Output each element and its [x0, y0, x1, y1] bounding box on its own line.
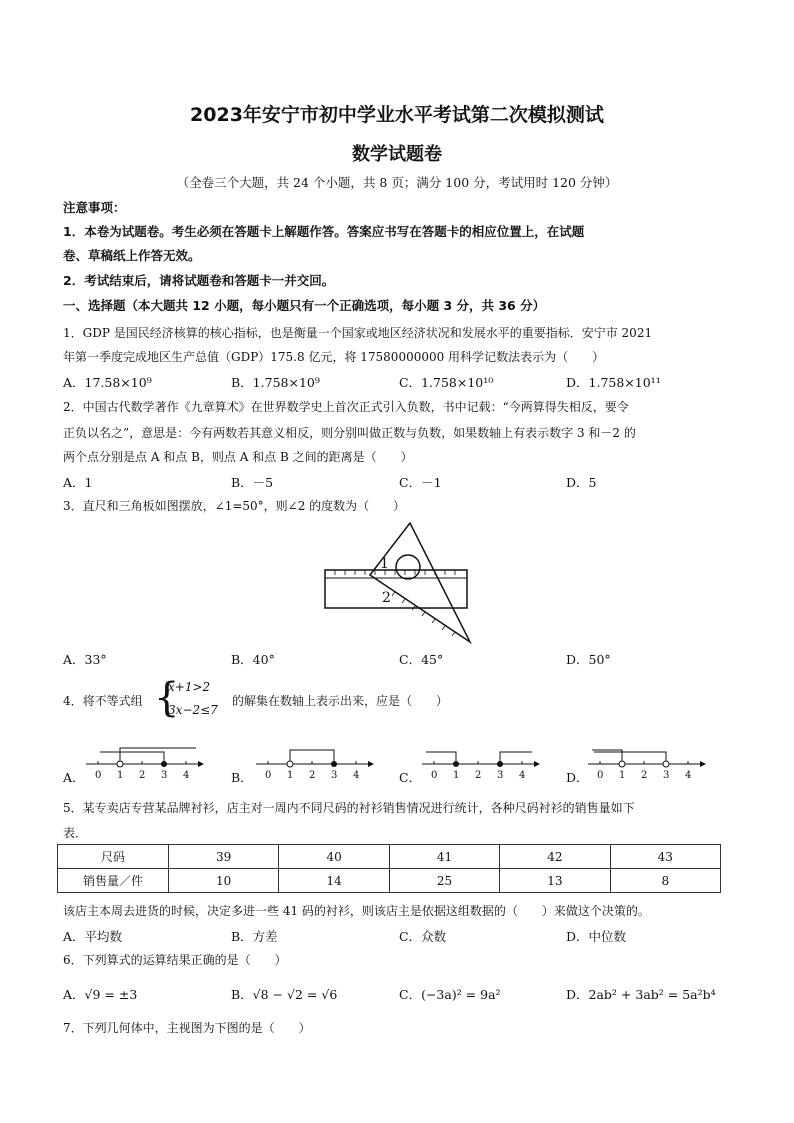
svg-text:3: 3	[161, 770, 168, 781]
angle-1-label: 1	[380, 556, 389, 572]
q5-option-a: A．平均数	[63, 929, 123, 944]
svg-text:1: 1	[117, 770, 124, 781]
ruler-triangle-figure	[320, 520, 480, 645]
q4-inequality-1: x+1>2	[168, 680, 211, 694]
table-cell: 41	[389, 845, 499, 869]
table-cell: 13	[500, 869, 610, 893]
sales-table	[57, 844, 721, 893]
section-heading: 一、选择题（本大题共 12 小题，每小题只有一个正确选项，每小题 3 分，共 36 分）	[63, 298, 546, 313]
svg-text:4: 4	[183, 770, 190, 781]
svg-text:2: 2	[139, 770, 146, 781]
table-row	[58, 869, 721, 893]
svg-text:0: 0	[95, 770, 102, 781]
svg-text:0: 0	[265, 770, 272, 781]
q2-option-d: D．5	[566, 475, 597, 490]
note-item-1-cont: 卷、草稿纸上作答无效。	[63, 248, 201, 263]
q3-option-d: D．50°	[566, 652, 611, 667]
q1-option-b: B．1.758×10⁹	[231, 375, 320, 390]
table-cell: 销售量／件	[58, 869, 169, 893]
q5-option-d: D．中位数	[566, 929, 627, 944]
q6-option-b: B．√8 − √2 = √6	[231, 987, 338, 1002]
q2-option-a: A．1	[63, 475, 93, 490]
q5-line2: 表．	[63, 826, 88, 840]
table-cell: 10	[169, 869, 279, 893]
svg-text:1: 1	[287, 770, 294, 781]
table-cell: 40	[279, 845, 389, 869]
svg-text:4: 4	[519, 770, 526, 781]
q2-option-b: B．－5	[231, 475, 274, 490]
page-subtitle: 数学试题卷	[352, 144, 442, 165]
q6-option-d: D．2ab² + 3ab² = 5a²b⁴	[566, 987, 716, 1002]
q1-line1: 1．GDP 是国民经济核算的核心指标，也是衡量一个国家或地区经济状况和发展水平的重要指标．安宁市 2021	[63, 326, 653, 340]
svg-text:3: 3	[331, 770, 338, 781]
q5-option-b: B．方差	[231, 929, 278, 944]
q3-option-c: C．45°	[399, 652, 444, 667]
page-title: 2023年安宁市初中学业水平考试第二次模拟测试	[190, 104, 604, 126]
number-line-a	[86, 742, 206, 782]
note-item-2: 2．考试结束后，请将试题卷和答题卡一并交回。	[63, 273, 335, 288]
q2-option-c: C．－1	[399, 475, 442, 490]
triangle-hole	[396, 555, 420, 579]
ruler	[325, 570, 467, 608]
q3-option-a: A．33°	[63, 652, 107, 667]
svg-text:2: 2	[641, 770, 648, 781]
q1-option-c: C．1.758×10¹⁰	[399, 375, 494, 390]
q6-option-c: C．(−3a)² = 9a²	[399, 987, 501, 1002]
table-cell: 尺码	[58, 845, 169, 869]
q2-line2: 正负以名之”，意思是：今有两数若其意义相反，则分别叫做正数与负数，如果数轴上有表示数字 3 和－2 的	[63, 426, 636, 440]
q4-brace: {	[154, 675, 180, 721]
number-line-b	[256, 742, 376, 782]
q1-option-d: D．1.758×10¹¹	[566, 375, 661, 390]
table-row	[58, 845, 721, 869]
table-cell: 39	[169, 845, 279, 869]
q6-option-a: A．√9 = ±3	[63, 987, 138, 1002]
number-line-c	[422, 742, 542, 782]
triangle-ticks	[392, 592, 455, 636]
q1-option-a: A．17.58×10⁹	[63, 375, 152, 390]
q3-option-b: B．40°	[231, 652, 275, 667]
q4-inequality-2: 3x−2≤7	[168, 703, 218, 717]
triangle-ruler	[370, 523, 470, 642]
svg-text:2: 2	[309, 770, 316, 781]
svg-text:0: 0	[431, 770, 438, 781]
angle-2-label: 2	[382, 590, 391, 606]
q3-line1: 3．直尺和三角板如图摆放，∠1=50°，则∠2 的度数为（ ）	[63, 499, 406, 513]
table-cell: 43	[610, 845, 720, 869]
q5-line3: 该店主本周去进货的时候，决定多进一些 41 码的衬衫，则该店主是依据这组数据的（ ）来做这个决策的。	[63, 904, 650, 918]
q7-line1: 7．下列几何体中，主视图为下图的是（ ）	[63, 1021, 311, 1035]
q4-option-c: C．	[399, 770, 422, 785]
table-cell: 42	[500, 845, 610, 869]
q5-option-c: C．众数	[399, 929, 447, 944]
svg-text:3: 3	[663, 770, 670, 781]
note-item-1: 1．本卷为试题卷。考生必须在答题卡上解题作答。答案应书写在答题卡的相应位置上，在试题	[63, 224, 585, 239]
svg-text:4: 4	[353, 770, 360, 781]
q4-prefix: 4．将不等式组	[63, 694, 143, 708]
notes-heading: 注意事项：	[63, 200, 126, 215]
svg-text:1: 1	[619, 770, 626, 781]
svg-text:3: 3	[497, 770, 504, 781]
q2-line1: 2．中国古代数学著作《九章算术》在世界数学史上首次正式引入负数，书中记载：“今两算得失相反，要令	[63, 400, 629, 414]
svg-text:0: 0	[597, 770, 604, 781]
q4-option-a: A．	[63, 770, 85, 785]
svg-text:4: 4	[685, 770, 692, 781]
number-line-d	[588, 742, 708, 782]
exam-info: （全卷三个大题，共 24 个小题，共 8 页；满分 100 分，考试用时 120 分钟）	[176, 175, 618, 190]
svg-text:2: 2	[475, 770, 482, 781]
table-cell: 25	[389, 869, 499, 893]
q2-line3: 两个点分别是点 A 和点 B，则点 A 和点 B 之间的距离是（ ）	[63, 450, 413, 464]
q6-line1: 6．下列算式的运算结果正确的是（ ）	[63, 953, 287, 967]
table-cell: 8	[610, 869, 720, 893]
svg-text:1: 1	[453, 770, 460, 781]
q1-line2: 年第一季度完成地区生产总值（GDP）175.8 亿元，将 17580000000 用科学记数法表示为（ ）	[63, 350, 605, 364]
q4-suffix: 的解集在数轴上表示出来，应是（ ）	[232, 694, 449, 708]
q4-option-d: D．	[566, 770, 589, 785]
q4-option-b: B．	[231, 770, 253, 785]
table-cell: 14	[279, 869, 389, 893]
q5-line1: 5．某专卖店专营某品牌衬衫，店主对一周内不同尺码的衬衫销售情况进行统计，各种尺码衬衫的销售量如下	[63, 801, 635, 815]
